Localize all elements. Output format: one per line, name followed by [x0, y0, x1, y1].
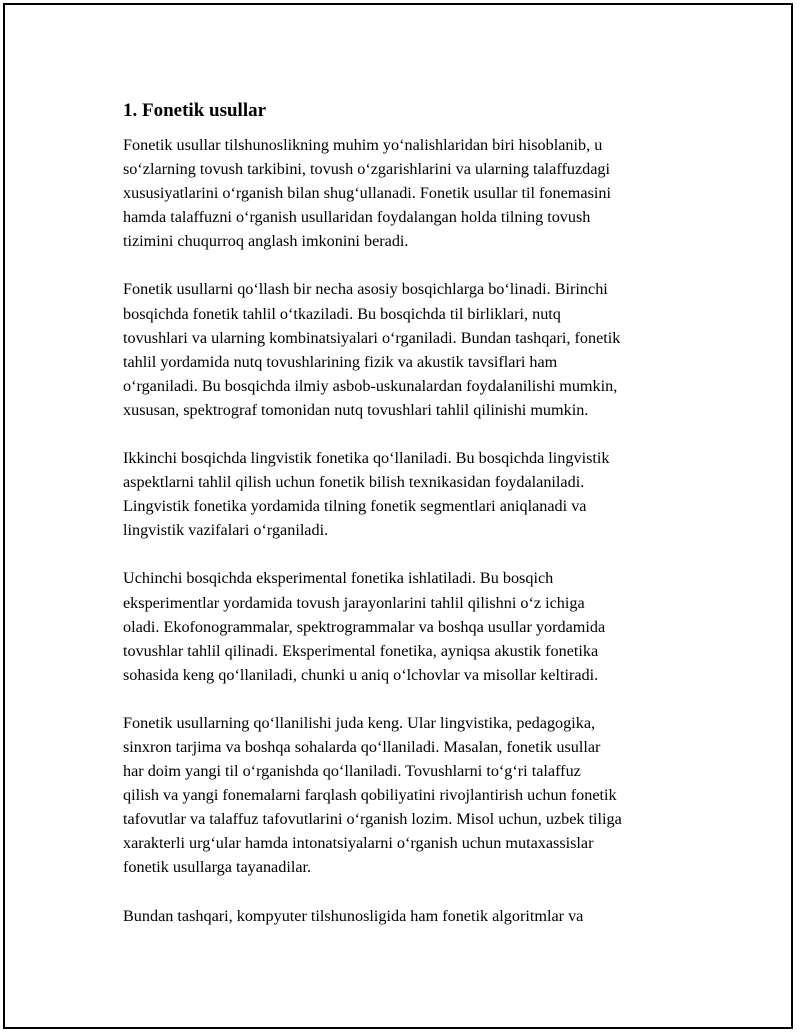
text-line: xususiyatlarini o‘rganish bilan shug‘ullanadi. Fonetik usullar til fonemasini: [123, 184, 611, 203]
document-body: [123, 99, 693, 952]
text-line: har doim yangi til o‘rganishda qo‘llaniladi. Tovushlarni to‘g‘ri talaffuz: [123, 762, 581, 781]
text-line: Fonetik usullar tilshunoslikning muhim yo‘nalishlaridan biri hisoblanib, u: [123, 136, 603, 154]
text-line: sohasida keng qo‘llaniladi, chunki u aniq o‘lchovlar va misollar keltiradi.: [123, 665, 599, 684]
text-line: fonetik usullarga tayanadilar.: [123, 858, 312, 877]
text-line: tafovutlar va talaffuz tafovutlarini o‘rganish lozim. Misol uchun, uzbek tiliga: [123, 810, 622, 829]
text-line: xususan, spektrograf tomonidan nutq tovushlari tahlil qilinishi mumkin.: [123, 400, 589, 419]
paragraph-1: [123, 133, 693, 253]
text-line: sinxron tarjima va boshqa sohalarda qo‘llaniladi. Masalan, fonetik usullar: [123, 737, 601, 756]
paragraph-6: [123, 904, 693, 928]
text-line: eksperimentlar yordamida tovush jarayonlarini tahlil qilishni o‘z ichiga: [123, 593, 585, 612]
text-line: xarakterli urg‘ular hamda intonatsiyalarni o‘rganish uchun mutaxassislar: [123, 834, 594, 853]
text-line: Fonetik usullarning qo‘llanilishi juda keng. Ular lingvistika, pedagogika,: [123, 713, 596, 732]
text-line: qilish va yangi fonemalarni farqlash qobiliyatini rivojlantirish uchun fonetik: [123, 786, 617, 805]
text-line: oladi. Ekofonogrammalar, spektrogrammalar va boshqa usullar yordamida: [123, 617, 606, 636]
text-line: tahlil yordamida nutq tovushlarining fizik va akustik tavsiflari ham: [123, 352, 558, 371]
text-line: bosqichda fonetik tahlil o‘tkaziladi. Bu bosqichda til birliklari, nutq: [123, 304, 561, 323]
text-line: o‘rganiladi. Bu bosqichda ilmiy asbob-uskunalardan foydalanilishi mumkin,: [123, 376, 618, 395]
section-heading: 1. Fonetik usullar: [123, 100, 267, 121]
text-line: tovushlar tahlil qilinadi. Eksperimental fonetika, ayniqsa akustik fonetika: [123, 641, 599, 660]
page-frame: [3, 3, 793, 1029]
text-line: hamda talaffuzni o‘rganish usullaridan foydalangan holda tilning tovush: [123, 208, 591, 227]
paragraph-5: [123, 711, 693, 880]
text-line: Bundan tashqari, kompyuter tilshunosligida ham fonetik algoritmlar va: [123, 906, 584, 925]
paragraph-4: [123, 566, 693, 686]
text-line: tovushlari va ularning kombinatsiyalari o‘rganiladi. Bundan tashqari, fonetik: [123, 328, 621, 347]
paragraph-2: [123, 277, 693, 422]
paragraph-3: [123, 446, 693, 542]
text-line: Uchinchi bosqichda eksperimental fonetika ishlatiladi. Bu bosqich: [123, 569, 554, 588]
text-line: Fonetik usullarni qo‘llash bir necha asosiy bosqichlarga bo‘linadi. Birinchi: [123, 280, 608, 299]
text-line: lingvistik vazifalari o‘rganiladi.: [123, 521, 329, 540]
text-line: Ikkinchi bosqichda lingvistik fonetika qo‘llaniladi. Bu bosqichda lingvistik: [123, 449, 610, 468]
text-line: so‘zlarning tovush tarkibini, tovush o‘zgarishlarini va ularning talaffuzdagi: [123, 160, 611, 179]
text-line: aspektlarni tahlil qilish uchun fonetik bilish texnikasidan foydalaniladi.: [123, 473, 585, 492]
text-line: tizimini chuqurroq anglash imkonini beradi.: [123, 232, 409, 251]
text-line: Lingvistik fonetika yordamida tilning fonetik segmentlari aniqlanadi va: [123, 497, 587, 516]
